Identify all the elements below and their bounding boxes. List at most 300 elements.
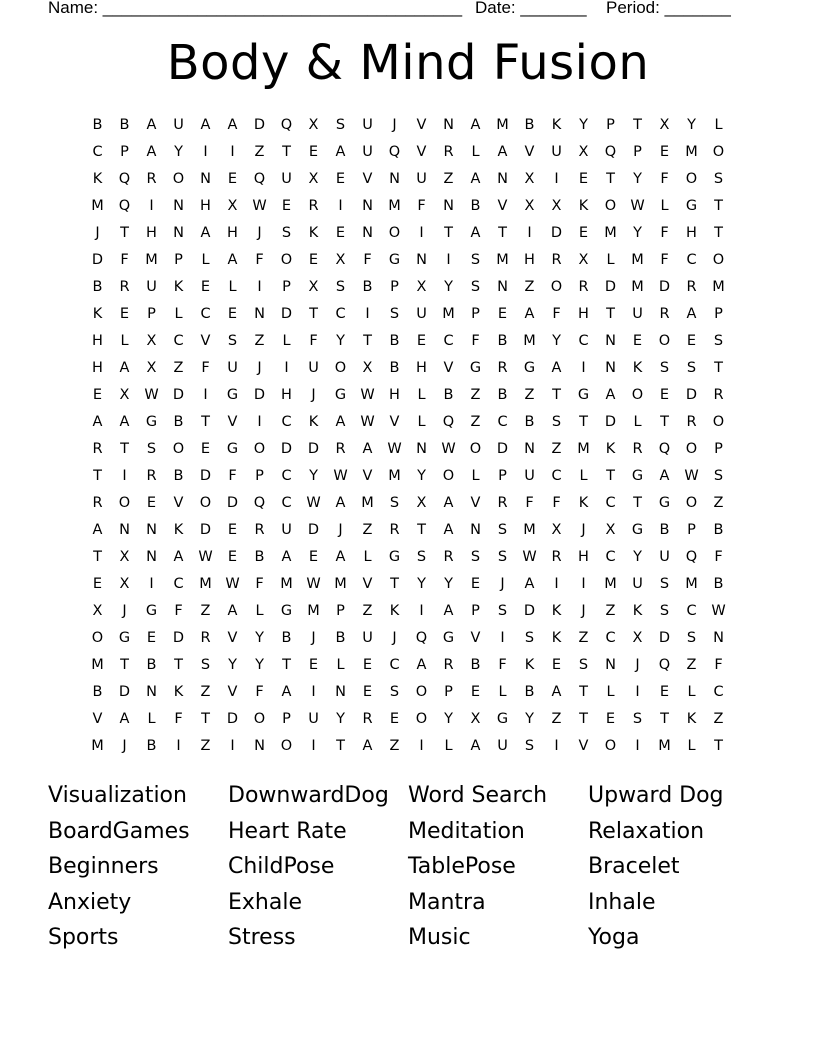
grid-letter[interactable]: J	[392, 117, 397, 134]
grid-letter[interactable]: L	[228, 279, 237, 296]
grid-letter[interactable]: M	[199, 576, 212, 593]
grid-letter[interactable]: P	[336, 603, 345, 620]
grid-letter[interactable]: I	[203, 144, 208, 161]
grid-letter[interactable]: M	[334, 576, 347, 593]
grid-letter[interactable]: J	[311, 630, 316, 647]
grid-letter[interactable]: I	[230, 738, 235, 755]
grid-letter[interactable]: S	[146, 441, 157, 458]
grid-letter[interactable]: A	[92, 414, 103, 431]
grid-letter[interactable]: A	[281, 549, 292, 566]
grid-letter[interactable]: O	[604, 198, 617, 215]
grid-letter[interactable]: K	[632, 360, 643, 377]
grid-letter[interactable]: O	[118, 495, 131, 512]
grid-letter[interactable]: F	[714, 657, 723, 674]
grid-letter[interactable]: G	[496, 711, 509, 728]
grid-letter[interactable]: D	[280, 306, 293, 323]
grid-letter[interactable]: J	[257, 360, 262, 377]
grid-letter[interactable]: E	[605, 711, 616, 728]
grid-letter[interactable]: R	[308, 198, 319, 215]
grid-letter[interactable]: W	[441, 441, 456, 458]
grid-letter[interactable]: N	[497, 171, 508, 188]
grid-letter[interactable]: F	[714, 549, 723, 566]
grid-letter[interactable]: O	[415, 711, 428, 728]
grid-letter[interactable]: U	[173, 117, 184, 134]
grid-letter[interactable]: S	[470, 549, 481, 566]
grid-letter[interactable]: Y	[687, 117, 696, 134]
grid-letter[interactable]: Y	[336, 333, 345, 350]
grid-letter[interactable]: J	[95, 225, 100, 242]
grid-letter[interactable]: J	[311, 387, 316, 404]
grid-letter[interactable]: S	[713, 333, 724, 350]
grid-letter[interactable]: E	[362, 657, 373, 674]
grid-letter[interactable]: Z	[362, 522, 373, 539]
grid-letter[interactable]: L	[606, 252, 615, 269]
grid-letter[interactable]: O	[280, 252, 293, 269]
grid-letter[interactable]: B	[146, 657, 157, 674]
grid-letter[interactable]: D	[91, 252, 104, 269]
grid-letter[interactable]: J	[122, 738, 127, 755]
grid-letter[interactable]: Z	[713, 495, 724, 512]
grid-letter[interactable]: X	[146, 360, 157, 377]
grid-letter[interactable]: V	[362, 576, 373, 593]
grid-letter[interactable]: D	[226, 711, 239, 728]
grid-letter[interactable]: X	[605, 522, 616, 539]
grid-letter[interactable]: D	[280, 441, 293, 458]
grid-letter[interactable]: E	[632, 333, 643, 350]
grid-letter[interactable]: T	[363, 333, 372, 350]
grid-letter[interactable]: C	[92, 144, 103, 161]
grid-letter[interactable]: T	[633, 495, 642, 512]
grid-letter[interactable]: E	[308, 549, 319, 566]
grid-letter[interactable]: A	[146, 117, 157, 134]
grid-letter[interactable]: X	[308, 279, 319, 296]
grid-letter[interactable]: T	[714, 738, 723, 755]
grid-letter[interactable]: N	[146, 522, 157, 539]
grid-letter[interactable]: Z	[173, 360, 184, 377]
grid-letter[interactable]: Q	[118, 198, 131, 215]
grid-letter[interactable]: A	[119, 360, 130, 377]
grid-letter[interactable]: N	[713, 630, 724, 647]
grid-letter[interactable]: S	[713, 171, 724, 188]
grid-letter[interactable]: Z	[254, 144, 265, 161]
grid-letter[interactable]: F	[525, 495, 534, 512]
grid-letter[interactable]: M	[604, 576, 617, 593]
grid-letter[interactable]: M	[145, 252, 158, 269]
grid-letter[interactable]: Y	[174, 144, 183, 161]
grid-letter[interactable]: D	[253, 387, 266, 404]
grid-letter[interactable]: Q	[442, 414, 455, 431]
grid-letter[interactable]: K	[551, 603, 562, 620]
grid-letter[interactable]: M	[91, 738, 104, 755]
grid-letter[interactable]: I	[149, 576, 154, 593]
grid-letter[interactable]: B	[254, 549, 265, 566]
grid-letter[interactable]: Y	[255, 630, 264, 647]
grid-letter[interactable]: C	[281, 468, 292, 485]
grid-letter[interactable]: V	[362, 468, 373, 485]
grid-letter[interactable]: R	[713, 387, 724, 404]
grid-letter[interactable]: E	[470, 576, 481, 593]
grid-letter[interactable]: N	[146, 684, 157, 701]
grid-letter[interactable]: X	[416, 279, 427, 296]
grid-letter[interactable]: I	[419, 603, 424, 620]
grid-letter[interactable]: F	[255, 252, 264, 269]
grid-letter[interactable]: Y	[552, 333, 561, 350]
grid-letter[interactable]: I	[122, 468, 127, 485]
grid-letter[interactable]: T	[120, 225, 129, 242]
grid-letter[interactable]: W	[360, 387, 375, 404]
grid-letter[interactable]: N	[416, 252, 427, 269]
grid-letter[interactable]: G	[388, 252, 401, 269]
grid-letter[interactable]: D	[199, 468, 212, 485]
grid-letter[interactable]: A	[227, 603, 238, 620]
grid-letter[interactable]: X	[308, 117, 319, 134]
grid-letter[interactable]: M	[523, 333, 536, 350]
grid-letter[interactable]: A	[362, 441, 373, 458]
grid-letter[interactable]: D	[199, 522, 212, 539]
grid-letter[interactable]: L	[120, 333, 129, 350]
grid-letter[interactable]: A	[605, 387, 616, 404]
grid-letter[interactable]: E	[470, 684, 481, 701]
grid-letter[interactable]: X	[551, 522, 562, 539]
grid-letter[interactable]: Q	[280, 117, 293, 134]
grid-letter[interactable]: O	[172, 171, 185, 188]
grid-letter[interactable]: Q	[415, 630, 428, 647]
grid-letter[interactable]: V	[92, 711, 103, 728]
grid-letter[interactable]: E	[686, 333, 697, 350]
grid-letter[interactable]: F	[363, 252, 372, 269]
grid-letter[interactable]: U	[281, 171, 292, 188]
grid-letter[interactable]: F	[228, 468, 237, 485]
grid-letter[interactable]: D	[604, 414, 617, 431]
grid-letter[interactable]: V	[227, 684, 238, 701]
grid-letter[interactable]: O	[712, 252, 725, 269]
grid-letter[interactable]: B	[443, 387, 454, 404]
grid-letter[interactable]: V	[578, 738, 589, 755]
grid-letter[interactable]: R	[686, 414, 697, 431]
grid-letter[interactable]: Z	[605, 603, 616, 620]
grid-letter[interactable]: Q	[118, 171, 131, 188]
grid-letter[interactable]: O	[685, 495, 698, 512]
grid-letter[interactable]: E	[227, 171, 238, 188]
grid-letter[interactable]: R	[497, 360, 508, 377]
grid-letter[interactable]: S	[227, 333, 238, 350]
grid-letter[interactable]: E	[92, 576, 103, 593]
grid-letter[interactable]: U	[146, 279, 157, 296]
grid-letter[interactable]: C	[551, 468, 562, 485]
grid-letter[interactable]: X	[551, 198, 562, 215]
grid-letter[interactable]: B	[119, 117, 130, 134]
grid-letter[interactable]: J	[392, 630, 397, 647]
grid-letter[interactable]: P	[282, 711, 291, 728]
grid-letter[interactable]: B	[92, 684, 103, 701]
grid-letter[interactable]: V	[470, 495, 481, 512]
grid-letter[interactable]: A	[443, 495, 454, 512]
grid-letter[interactable]: C	[389, 657, 400, 674]
grid-letter[interactable]: I	[581, 576, 586, 593]
grid-letter[interactable]: O	[388, 225, 401, 242]
grid-letter[interactable]: S	[686, 630, 697, 647]
grid-letter[interactable]: S	[659, 360, 670, 377]
grid-letter[interactable]: V	[173, 495, 184, 512]
grid-letter[interactable]: K	[173, 279, 184, 296]
grid-letter[interactable]: C	[578, 333, 589, 350]
grid-letter[interactable]: H	[200, 198, 211, 215]
grid-letter[interactable]: Y	[309, 468, 318, 485]
grid-letter[interactable]: T	[201, 414, 210, 431]
grid-letter[interactable]: S	[659, 603, 670, 620]
grid-letter[interactable]: F	[660, 252, 669, 269]
grid-letter[interactable]: S	[200, 657, 211, 674]
grid-letter[interactable]: E	[200, 441, 211, 458]
grid-letter[interactable]: N	[173, 198, 184, 215]
grid-letter[interactable]: S	[713, 468, 724, 485]
grid-letter[interactable]: M	[631, 252, 644, 269]
grid-letter[interactable]: T	[93, 468, 102, 485]
grid-letter[interactable]: K	[551, 117, 562, 134]
grid-letter[interactable]: D	[685, 387, 698, 404]
grid-letter[interactable]: X	[632, 630, 643, 647]
grid-letter[interactable]: E	[659, 144, 670, 161]
grid-letter[interactable]: L	[363, 549, 372, 566]
grid-letter[interactable]: M	[604, 225, 617, 242]
grid-letter[interactable]: T	[633, 117, 642, 134]
grid-letter[interactable]: R	[632, 441, 643, 458]
grid-letter[interactable]: R	[200, 630, 211, 647]
grid-letter[interactable]: R	[92, 441, 103, 458]
grid-letter[interactable]: E	[200, 279, 211, 296]
grid-letter[interactable]: X	[119, 387, 130, 404]
grid-letter[interactable]: Q	[388, 144, 401, 161]
grid-letter[interactable]: M	[496, 117, 509, 134]
grid-letter[interactable]: M	[712, 279, 725, 296]
grid-letter[interactable]: E	[578, 171, 589, 188]
grid-letter[interactable]: A	[470, 117, 481, 134]
grid-letter[interactable]: B	[659, 522, 670, 539]
grid-letter[interactable]: B	[524, 684, 535, 701]
grid-letter[interactable]: X	[524, 171, 535, 188]
grid-letter[interactable]: E	[281, 198, 292, 215]
grid-letter[interactable]: I	[338, 198, 343, 215]
grid-letter[interactable]: W	[387, 441, 402, 458]
grid-letter[interactable]: N	[605, 360, 616, 377]
grid-letter[interactable]: E	[308, 252, 319, 269]
grid-letter[interactable]: X	[416, 495, 427, 512]
grid-letter[interactable]: S	[497, 603, 508, 620]
grid-letter[interactable]: M	[631, 279, 644, 296]
grid-letter[interactable]: M	[442, 306, 455, 323]
grid-letter[interactable]: R	[443, 657, 454, 674]
grid-letter[interactable]: A	[416, 657, 427, 674]
grid-letter[interactable]: H	[389, 387, 400, 404]
grid-letter[interactable]: N	[173, 225, 184, 242]
grid-letter[interactable]: I	[257, 279, 262, 296]
grid-letter[interactable]: O	[172, 441, 185, 458]
grid-letter[interactable]: O	[280, 738, 293, 755]
grid-letter[interactable]: O	[334, 360, 347, 377]
grid-letter[interactable]: D	[172, 387, 185, 404]
grid-letter[interactable]: K	[173, 684, 184, 701]
grid-letter[interactable]: Y	[255, 657, 264, 674]
grid-letter[interactable]: T	[309, 306, 318, 323]
grid-letter[interactable]: O	[199, 495, 212, 512]
grid-letter[interactable]: G	[631, 468, 644, 485]
grid-letter[interactable]: X	[146, 333, 157, 350]
grid-letter[interactable]: P	[390, 279, 399, 296]
grid-letter[interactable]: F	[660, 171, 669, 188]
grid-letter[interactable]: K	[308, 225, 319, 242]
grid-letter[interactable]: F	[120, 252, 129, 269]
grid-letter[interactable]: Z	[551, 441, 562, 458]
grid-letter[interactable]: D	[226, 495, 239, 512]
grid-letter[interactable]: P	[714, 306, 723, 323]
grid-letter[interactable]: H	[686, 225, 697, 242]
grid-letter[interactable]: E	[389, 711, 400, 728]
grid-letter[interactable]: G	[442, 630, 455, 647]
grid-letter[interactable]: K	[173, 522, 184, 539]
grid-letter[interactable]: Y	[633, 225, 642, 242]
grid-letter[interactable]: E	[308, 144, 319, 161]
grid-letter[interactable]: T	[714, 225, 723, 242]
grid-letter[interactable]: L	[417, 387, 426, 404]
grid-letter[interactable]: D	[523, 603, 536, 620]
grid-letter[interactable]: D	[604, 279, 617, 296]
grid-letter[interactable]: E	[416, 333, 427, 350]
grid-letter[interactable]: S	[632, 711, 643, 728]
grid-letter[interactable]: A	[335, 144, 346, 161]
grid-letter[interactable]: O	[550, 279, 563, 296]
grid-letter[interactable]: J	[122, 603, 127, 620]
grid-letter[interactable]: W	[252, 198, 267, 215]
grid-letter[interactable]: O	[712, 144, 725, 161]
grid-letter[interactable]: X	[308, 171, 319, 188]
grid-letter[interactable]: A	[227, 117, 238, 134]
grid-letter[interactable]: S	[416, 549, 427, 566]
grid-letter[interactable]: F	[471, 333, 480, 350]
grid-letter[interactable]: F	[660, 225, 669, 242]
grid-letter[interactable]: W	[333, 468, 348, 485]
grid-letter[interactable]: N	[389, 171, 400, 188]
grid-letter[interactable]: S	[389, 495, 400, 512]
grid-letter[interactable]: K	[605, 441, 616, 458]
grid-letter[interactable]: E	[227, 306, 238, 323]
grid-letter[interactable]: S	[470, 279, 481, 296]
grid-letter[interactable]: A	[119, 711, 130, 728]
grid-letter[interactable]: O	[91, 630, 104, 647]
grid-letter[interactable]: G	[577, 387, 590, 404]
grid-letter[interactable]: M	[685, 576, 698, 593]
grid-letter[interactable]: W	[684, 468, 699, 485]
grid-letter[interactable]: H	[227, 225, 238, 242]
grid-letter[interactable]: K	[389, 603, 400, 620]
grid-letter[interactable]: X	[362, 360, 373, 377]
grid-letter[interactable]: C	[173, 333, 184, 350]
grid-letter[interactable]: X	[578, 252, 589, 269]
grid-letter[interactable]: T	[714, 198, 723, 215]
grid-letter[interactable]: C	[713, 684, 724, 701]
grid-letter[interactable]: S	[524, 738, 535, 755]
grid-letter[interactable]: I	[554, 171, 559, 188]
grid-letter[interactable]: P	[714, 441, 723, 458]
grid-letter[interactable]: S	[335, 279, 346, 296]
grid-letter[interactable]: B	[497, 333, 508, 350]
grid-letter[interactable]: S	[497, 549, 508, 566]
grid-letter[interactable]: A	[470, 171, 481, 188]
grid-letter[interactable]: N	[335, 684, 346, 701]
grid-letter[interactable]: L	[471, 468, 480, 485]
grid-letter[interactable]: N	[362, 198, 373, 215]
grid-letter[interactable]: T	[120, 657, 129, 674]
grid-letter[interactable]: U	[416, 306, 427, 323]
grid-letter[interactable]: U	[659, 549, 670, 566]
grid-letter[interactable]: G	[631, 522, 644, 539]
grid-letter[interactable]: N	[416, 441, 427, 458]
grid-letter[interactable]: P	[606, 117, 615, 134]
grid-letter[interactable]: Z	[254, 333, 265, 350]
grid-letter[interactable]: V	[416, 144, 427, 161]
grid-letter[interactable]: S	[497, 522, 508, 539]
grid-letter[interactable]: M	[361, 495, 374, 512]
grid-letter[interactable]: K	[578, 198, 589, 215]
grid-letter[interactable]: J	[581, 603, 586, 620]
grid-letter[interactable]: K	[92, 171, 103, 188]
grid-letter[interactable]: T	[660, 711, 669, 728]
grid-letter[interactable]: T	[606, 171, 615, 188]
grid-letter[interactable]: H	[281, 387, 292, 404]
grid-letter[interactable]: R	[443, 144, 454, 161]
grid-letter[interactable]: P	[471, 306, 480, 323]
grid-letter[interactable]: R	[146, 171, 157, 188]
grid-letter[interactable]: E	[335, 171, 346, 188]
grid-letter[interactable]: P	[687, 522, 696, 539]
grid-letter[interactable]: R	[119, 279, 130, 296]
grid-letter[interactable]: A	[524, 306, 535, 323]
grid-letter[interactable]: N	[254, 306, 265, 323]
grid-letter[interactable]: L	[444, 738, 453, 755]
name-field[interactable]: Name: ______________________________________	[48, 0, 463, 17]
grid-letter[interactable]: V	[470, 630, 481, 647]
grid-letter[interactable]: A	[200, 117, 211, 134]
grid-letter[interactable]: U	[362, 117, 373, 134]
grid-letter[interactable]: A	[551, 684, 562, 701]
grid-letter[interactable]: T	[120, 441, 129, 458]
grid-letter[interactable]: K	[92, 306, 103, 323]
grid-letter[interactable]: K	[686, 711, 697, 728]
grid-letter[interactable]: S	[389, 306, 400, 323]
grid-letter[interactable]: C	[686, 252, 697, 269]
grid-letter[interactable]: R	[659, 306, 670, 323]
grid-letter[interactable]: R	[92, 495, 103, 512]
grid-letter[interactable]: V	[389, 414, 400, 431]
grid-letter[interactable]: T	[660, 414, 669, 431]
grid-letter[interactable]: L	[714, 117, 723, 134]
grid-letter[interactable]: R	[443, 549, 454, 566]
grid-letter[interactable]: B	[146, 738, 157, 755]
grid-letter[interactable]: E	[146, 630, 157, 647]
grid-letter[interactable]: P	[174, 252, 183, 269]
grid-letter[interactable]: Z	[470, 387, 481, 404]
grid-letter[interactable]: H	[416, 360, 427, 377]
grid-letter[interactable]: A	[200, 225, 211, 242]
grid-letter[interactable]: T	[498, 225, 507, 242]
grid-letter[interactable]: E	[227, 522, 238, 539]
grid-letter[interactable]: B	[389, 360, 400, 377]
grid-letter[interactable]: B	[173, 414, 184, 431]
grid-letter[interactable]: O	[658, 333, 671, 350]
grid-letter[interactable]: C	[686, 603, 697, 620]
grid-letter[interactable]: A	[659, 468, 670, 485]
grid-letter[interactable]: Q	[685, 549, 698, 566]
grid-letter[interactable]: Z	[443, 171, 454, 188]
